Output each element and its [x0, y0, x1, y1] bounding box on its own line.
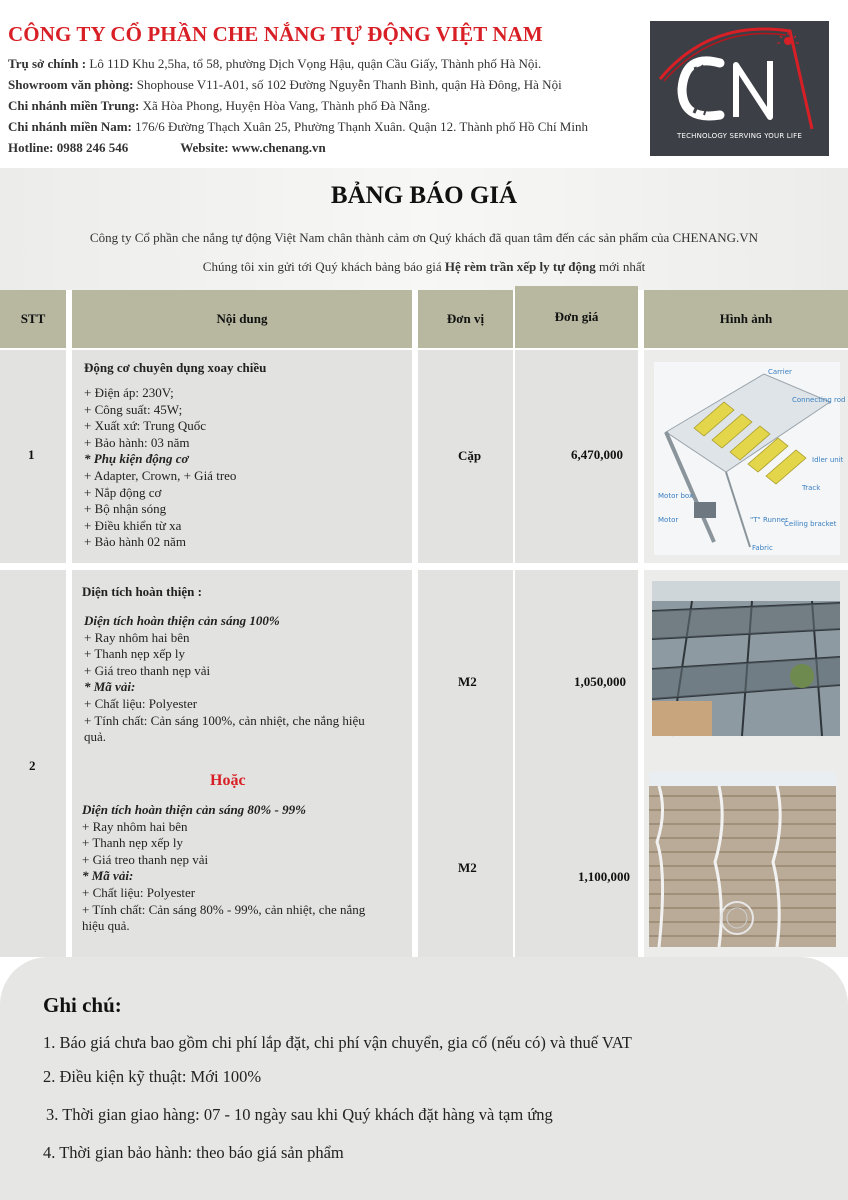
central-branch-line: [8, 98, 430, 114]
note-item: 1. Báo giá chưa bao gồm chi phí lắp đặt, chi phí vận chuyển, gia cố (nếu có) và thuế VAT: [43, 1033, 632, 1052]
label-fabric: Fabric: [752, 544, 773, 552]
label-motor: Motor: [658, 516, 679, 524]
showroom-address: Shophouse V11-A01, số 102 Đường Nguyễn Thanh Bình, quận Hà Đông, Hà Nội: [133, 77, 562, 92]
note-item: 3. Thời gian giao hàng: 07 - 10 ngày sau khi Quý khách đặt hàng và tạm ứng: [46, 1105, 553, 1124]
intro-quote: [0, 259, 848, 275]
accessories-heading: * Phụ kiện động cơ: [84, 451, 189, 467]
spec-line: + Tính chất: Cản sáng 80% - 99%, cản nhiệt, che nắng: [82, 901, 366, 917]
hotline-number[interactable]: 0988 246 546: [53, 140, 129, 155]
showroom-line: [8, 77, 562, 93]
spec-line: + Chất liệu: Polyester: [84, 695, 198, 711]
row1-price: 6,470,000: [571, 447, 623, 462]
spec-line: quả.: [84, 729, 107, 745]
spec-line: + Tính chất: Cản sáng 100%, cản nhiệt, che nắng hiệu: [84, 712, 365, 728]
row1-stt: 1: [28, 447, 35, 462]
blackout-ceiling-photo: [652, 581, 840, 736]
row2-title: Diện tích hoàn thiện :: [82, 584, 202, 599]
note-item: 4. Thời gian bảo hành: theo báo giá sản phẩm: [43, 1143, 344, 1162]
head-office-line: [8, 56, 541, 72]
option-b-title: Diện tích hoàn thiện cản sáng 80% - 99%: [82, 802, 306, 817]
row1-title: Động cơ chuyên dụng xoay chiều: [84, 360, 267, 375]
note-item: 2. Điều kiện kỹ thuật: Mới 100%: [43, 1067, 262, 1086]
website-link[interactable]: Website: www.chenang.vn: [180, 140, 326, 155]
south-branch-label: Chi nhánh miền Nam:: [8, 119, 132, 134]
spec-line: + Giá treo thanh nẹp vải: [84, 662, 211, 678]
company-logo: [650, 21, 829, 156]
spec-line: + Xuất xứ: Trung Quốc: [84, 418, 206, 434]
motor-diagram-image: [654, 362, 846, 555]
label-ceiling-bracket: Ceiling bracket: [784, 520, 837, 528]
col-header-image: Hình ảnh: [644, 290, 848, 348]
option-a-title: Diện tích hoàn thiện cản sáng 100%: [84, 613, 280, 628]
showroom-label: Showroom văn phòng:: [8, 77, 134, 92]
central-branch-address: Xã Hòa Phong, Huyện Hòa Vang, Thành phố Đà Nẵng.: [139, 98, 431, 113]
label-track: Track: [802, 484, 821, 492]
head-office-address: Lô 11D Khu 2,5ha, tổ 58, phường Dịch Vọng Hậu, quận Cầu Giấy, Thành phố Hà Nội.: [86, 56, 542, 71]
row1-unit: Cặp: [458, 448, 482, 463]
spec-line: + Adapter, Crown, + Giá treo: [84, 467, 237, 483]
row2-price-a: 1,050,000: [574, 674, 626, 689]
spec-line: + Bộ nhận sóng: [84, 501, 167, 517]
row2-unit-a: M2: [458, 674, 477, 689]
central-branch-label: Chi nhánh miền Trung:: [8, 98, 140, 113]
logo-tagline: TECHNOLOGY SERVING YOUR LIFE: [676, 132, 803, 140]
row2-unit-b: M2: [458, 860, 477, 875]
label-connecting-rod: Connecting rod: [792, 396, 846, 404]
notes-section: [0, 957, 848, 1200]
spec-line: + Thanh nẹp xếp ly: [82, 835, 183, 851]
col-header-content: Nội dung: [72, 290, 412, 348]
pleated-ceiling-photo: [649, 772, 836, 947]
spec-line: + Điện áp: 230V;: [84, 385, 174, 400]
spec-line: hiệu quả.: [82, 918, 130, 934]
label-motor-box: Motor box: [658, 492, 694, 500]
row2-stt: 2: [29, 758, 36, 773]
spec-line: + Ray nhôm hai bên: [82, 818, 188, 834]
title-section: [0, 168, 848, 290]
label-carrier: Carrier: [768, 368, 792, 376]
label-idler-unit: Idler unit: [812, 456, 844, 464]
product-name: Hệ rèm trần xếp ly tự động: [444, 259, 596, 274]
row2-unit-cell: [418, 570, 513, 957]
spec-line: + Giá treo thanh nẹp vải: [82, 851, 209, 867]
or-separator: Hoặc: [210, 772, 246, 789]
spec-line: + Thanh nẹp xếp ly: [84, 646, 185, 662]
contact-line: [8, 140, 326, 156]
intro-thanks: Công ty Cổ phần che nắng tự động Việt Nam chân thành cảm ơn Quý khách đã quan tâm đến các sản phẩm của CHENANG.VN: [89, 230, 759, 245]
intro-quote-pre: Chúng tôi xin gửi tới Quý khách bảng báo giá: [202, 259, 445, 274]
page-title: BẢNG BÁO GIÁ: [330, 182, 518, 209]
col-header-stt: STT: [0, 290, 66, 348]
spec-line: + Công suất: 45W;: [84, 401, 183, 417]
row1-specs: [84, 385, 236, 551]
letterhead: [0, 0, 848, 168]
spec-line: + Nắp động cơ: [84, 484, 162, 500]
row2-option-b: [82, 802, 365, 935]
spec-line: + Bảo hành 02 năm: [84, 534, 186, 550]
spec-line: + Chất liệu: Polyester: [82, 884, 196, 900]
company-name: CÔNG TY CỔ PHẦN CHE NẮNG TỰ ĐỘNG VIỆT NAM: [8, 22, 543, 46]
hotline-label: Hotline:: [8, 140, 54, 155]
label-t-runner: "T" Runner: [750, 516, 788, 524]
spec-line: + Điều khiển từ xa: [84, 517, 182, 533]
head-office-label: Trụ sở chính :: [8, 56, 87, 71]
spec-line: + Ray nhôm hai bên: [84, 629, 190, 645]
row2-price-b: 1,100,000: [578, 869, 630, 884]
spec-line: + Bảo hành: 03 năm: [84, 434, 190, 450]
row2-price-cell: [515, 570, 638, 957]
intro-quote-post: mới nhất: [595, 259, 646, 274]
row2-option-a: [84, 613, 365, 746]
col-header-price: Đơn giá: [515, 286, 638, 348]
fabric-code-heading: * Mã vải:: [84, 679, 136, 695]
south-branch-address: 176/6 Đường Thạch Xuân 25, Phường Thạnh Xuân. Quận 12. Thành phố Hồ Chí Minh: [131, 119, 588, 134]
notes-title: Ghi chú:: [43, 993, 122, 1017]
south-branch-line: [8, 119, 588, 135]
col-header-unit: Đơn vị: [418, 290, 513, 348]
fabric-code-heading: * Mã vải:: [82, 868, 134, 884]
